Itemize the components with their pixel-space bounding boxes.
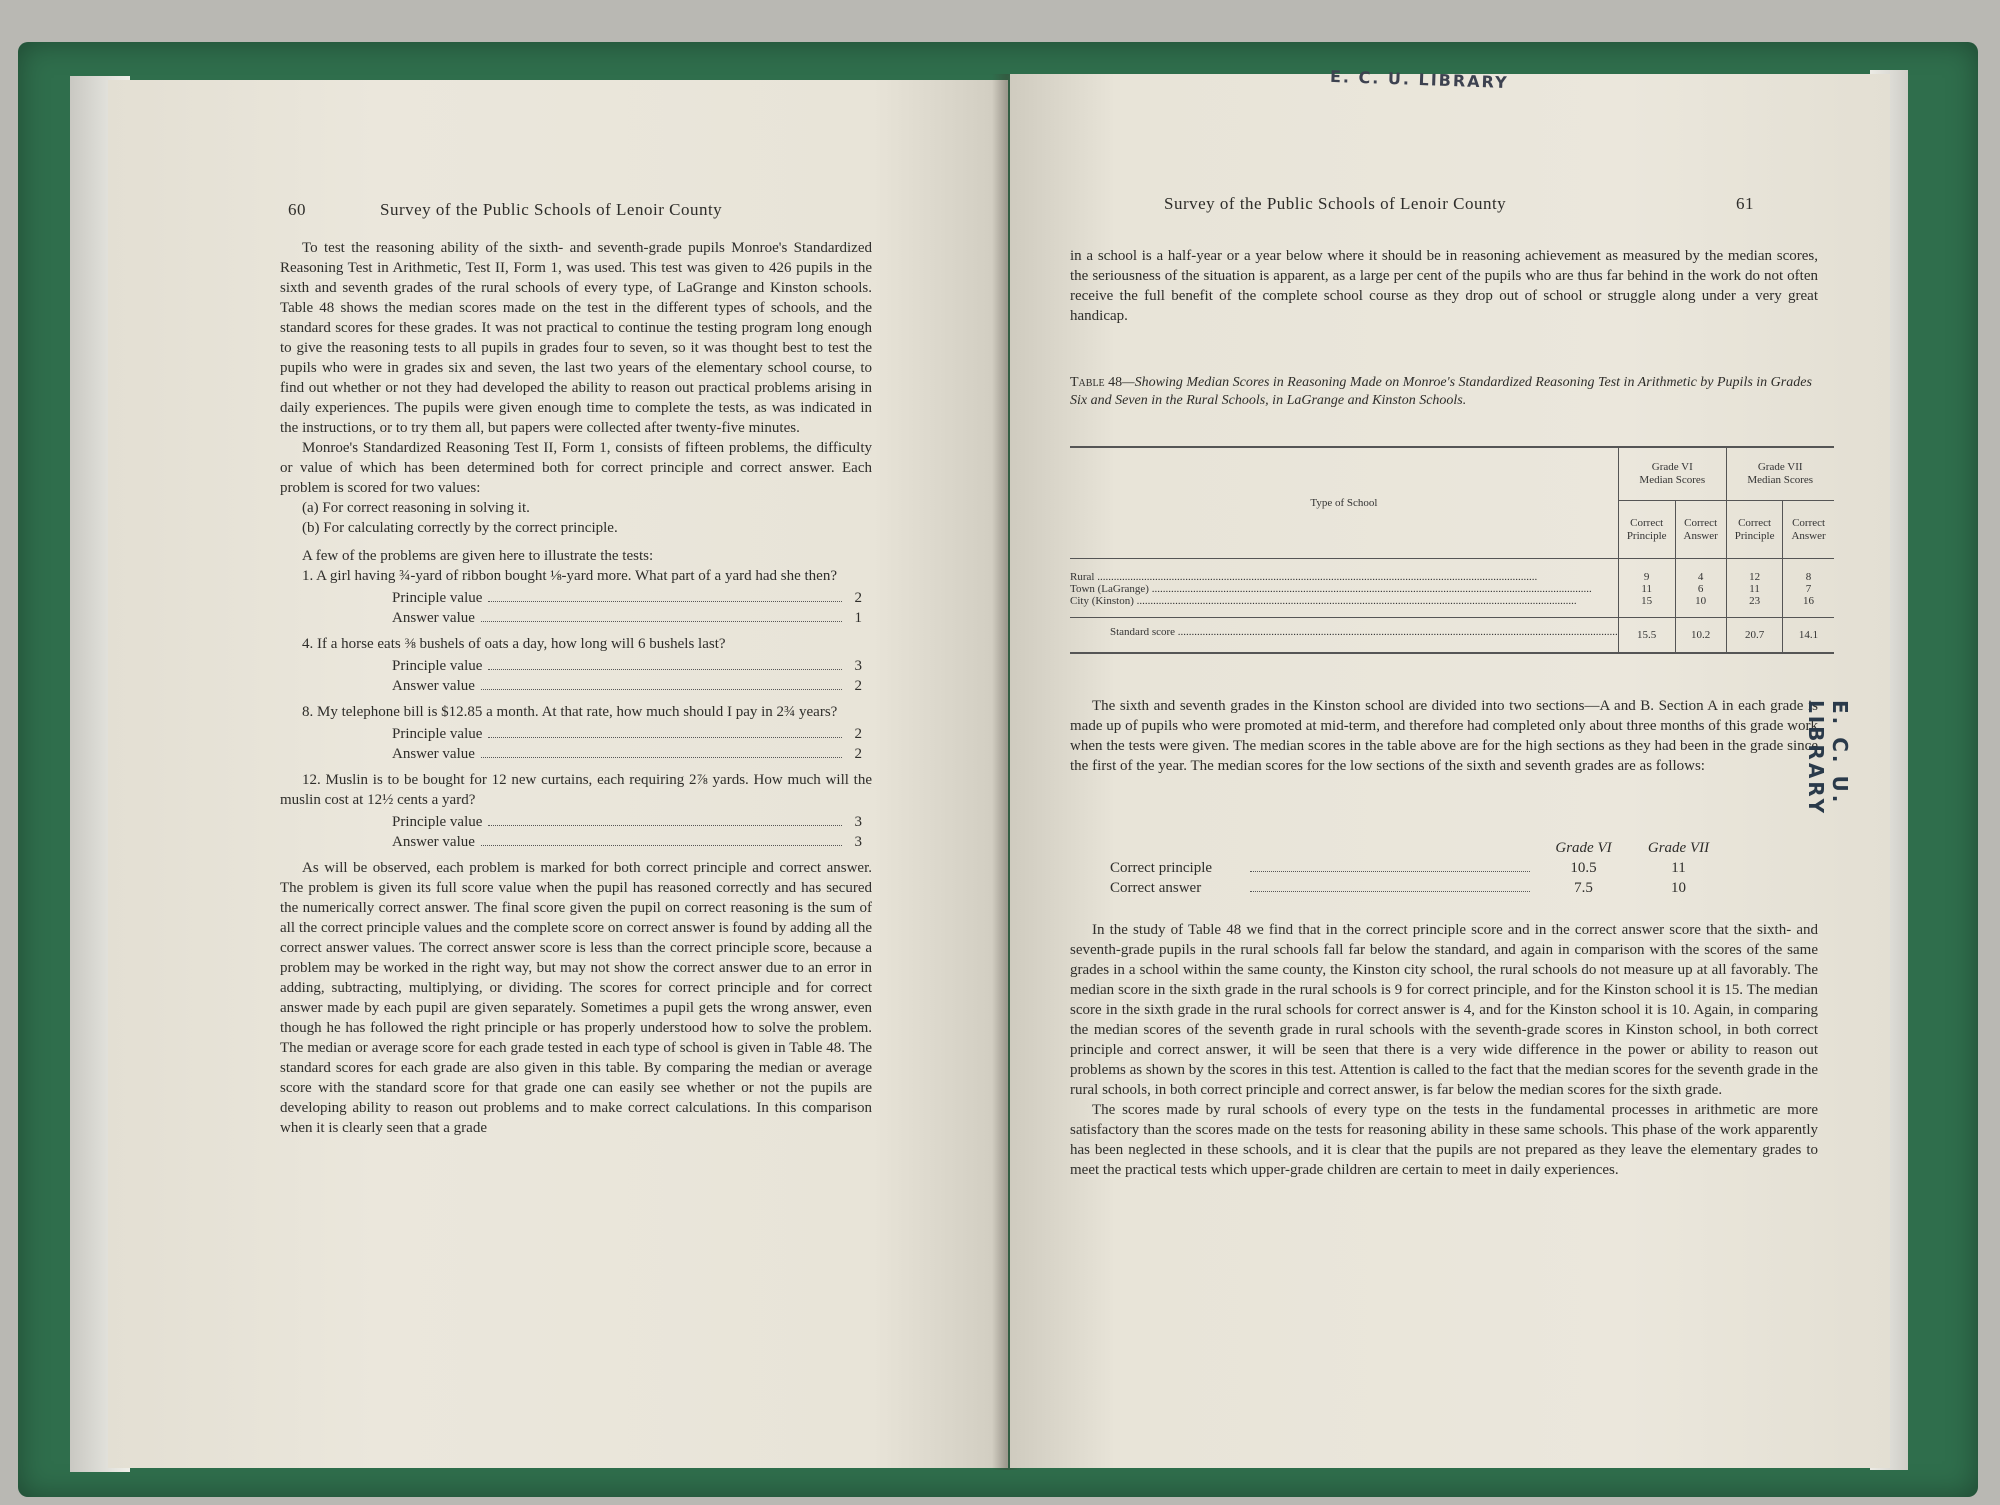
right-para-2-block xyxy=(1070,696,1818,776)
right-page xyxy=(1010,74,1890,1468)
problem-text: 12. Muslin is to be bought for 12 new curtains, each requiring 2⅞ yards. How much will the muslin cost at 12½ cents a yard? xyxy=(280,772,872,808)
left-body xyxy=(280,238,872,1138)
row-label: City (Kinston) ................................................................................................................................................................ xyxy=(1070,595,1577,607)
right-para-3-block xyxy=(1070,920,1818,1180)
left-page-number: 60 xyxy=(288,200,306,219)
answer-value: 3 xyxy=(854,834,862,850)
grade-7-label: Grade VII xyxy=(1757,461,1803,473)
answer-value: 2 xyxy=(854,678,862,694)
answer-value: 2 xyxy=(854,746,862,762)
cell: 12 xyxy=(1726,559,1783,584)
principle-label: Principle value xyxy=(392,590,483,606)
answer-value: 1 xyxy=(854,610,862,626)
left-running-head: Survey of the Public Schools of Lenoir County xyxy=(380,200,723,219)
row-label: Standard score ................................................................................................................................................................ xyxy=(1110,626,1618,638)
table-label: Table 48 xyxy=(1070,375,1123,390)
principle-value: 2 xyxy=(854,726,862,742)
low-row xyxy=(1110,858,1726,878)
answer-label: Answer value xyxy=(392,746,475,762)
answer-label: Answer value xyxy=(392,834,475,850)
cell: 4 xyxy=(1675,559,1726,584)
cell: 11 xyxy=(1726,583,1783,595)
table-caption-text: —Showing Median Scores in Reasoning Made on Monroe's Standardized Reasoning Test in Arithmetic by Pupils in Grades Six and Seven in the Rural Schools, in LaGrange and Kinston Schools. xyxy=(1070,375,1812,408)
cell: 7 xyxy=(1783,583,1834,595)
answer-label: Answer value xyxy=(392,678,475,694)
principle-label: Principle value xyxy=(392,726,483,742)
left-page xyxy=(108,80,1008,1468)
low-cell: 7.5 xyxy=(1574,880,1593,896)
low-row-label: Correct principle xyxy=(1110,860,1213,876)
right-para-1-block xyxy=(1070,246,1818,326)
principle-value: 2 xyxy=(854,590,862,606)
problem-text: 4. If a horse eats ⅜ bushels of oats a day, how long will 6 bushels last? xyxy=(302,636,726,652)
cell: 23 xyxy=(1726,595,1783,618)
left-item-b: (b) For calculating correctly by the correct principle. xyxy=(302,520,618,536)
grade-6-label: Grade VI xyxy=(1651,461,1693,473)
problem-8 xyxy=(280,702,872,764)
problem-1 xyxy=(280,566,872,628)
grade-7-header xyxy=(1726,447,1833,501)
cell: 8 xyxy=(1783,559,1834,584)
low-cell: 10.5 xyxy=(1570,860,1597,876)
subheader-answer: Correct Answer xyxy=(1783,501,1834,559)
standard-score-row xyxy=(1070,618,1834,654)
spine-library-stamp: E. C. U. LIBRARY xyxy=(1804,700,1852,817)
low-cell: 11 xyxy=(1671,860,1686,876)
median-scores-label: Median Scores xyxy=(1639,474,1706,486)
low-col-grade-6: Grade VI xyxy=(1555,840,1612,856)
right-page-number: 61 xyxy=(1736,194,1754,213)
subheader-principle: Correct Principle xyxy=(1726,501,1783,559)
median-scores-label: Median Scores xyxy=(1747,474,1814,486)
cell: 15 xyxy=(1618,595,1675,618)
cell: 6 xyxy=(1675,583,1726,595)
principle-value: 3 xyxy=(854,814,862,830)
left-item-a: (a) For correct reasoning in solving it. xyxy=(302,500,530,516)
cell: 16 xyxy=(1783,595,1834,618)
table-row xyxy=(1070,559,1834,584)
grade-6-header xyxy=(1618,447,1726,501)
left-para-1: To test the reasoning ability of the sixth- and seventh-grade pupils Monroe's Standardized Reasoning Test in Arithmetic, Test II, Form 1, was used. This test was given to 426 pupils in the sixth and seventh grades of the rural schools of every type, of LaGrange and Kinston schools. Table 48 shows the median scores made on the test in the different types of schools, and the standard scores for these grades. It was not practical to continue the testing program long enough to give the reasoning tests to all pupils in grades four to seven, so it was thought best to test the pupils who were in grades six and seven, the last two years of the elementary school course, to find out whether or not they had developed the ability to reason out practical problems arising in daily experiences. The pupils were given enough time to complete the tests, as was indicated in the instructions, or to try them all, but papers were collected after twenty-five minutes. xyxy=(280,240,872,436)
problem-4 xyxy=(280,634,872,696)
cell: 14.1 xyxy=(1783,618,1834,654)
problem-text: 8. My telephone bill is $12.85 a month. At that rate, how much should I pay in 2¾ years? xyxy=(302,704,838,720)
cell: 10.2 xyxy=(1675,618,1726,654)
row-label: Rural ................................................................................................................................................................ xyxy=(1070,571,1538,583)
cell: 15.5 xyxy=(1618,618,1675,654)
right-para-1: in a school is a half-year or a year below where it should be in reasoning achievement as measured by the median scores, the seriousness of the situation is apparent, as a large per cent of the pupils who are thus far behind in the work do not often receive the full benefit of the complete school course as they drop out of school or struggle along under a very great handicap. xyxy=(1070,248,1818,324)
principle-label: Principle value xyxy=(392,814,483,830)
right-para-4: The scores made by rural schools of every type on the tests in the fundamental processes in arithmetic are more satisfactory than the scores made on the tests for reasoning ability in these same schools. This phase of the work apparently has been neglected in these schools, and it is clear that the pupils are not prepared as they leave the elementary grades to meet the practical tests which upper-grade children are certain to meet in daily experiences. xyxy=(1070,1102,1818,1178)
low-row xyxy=(1110,878,1726,898)
principle-value: 3 xyxy=(854,658,862,674)
table-row xyxy=(1070,595,1834,618)
cell: 9 xyxy=(1618,559,1675,584)
subheader-principle: Correct Principle xyxy=(1618,501,1675,559)
low-col-grade-7: Grade VII xyxy=(1647,840,1710,856)
type-of-school-header: Type of School xyxy=(1070,447,1618,559)
left-para-2: Monroe's Standardized Reasoning Test II, Form 1, consists of fifteen problems, the difficulty or value of which has been determined both for correct principle and correct answer. Each problem is scored for two values: xyxy=(280,440,872,496)
subheader-answer: Correct Answer xyxy=(1675,501,1726,559)
right-para-3: In the study of Table 48 we find that in the correct principle score and in the correct answer score that the sixth- and seventh-grade pupils in the rural schools fall far below the standard, and again in comparison with the scores of the same grades in a school within the same county, the Kinston city school, the rural schools do not measure up at all favorably. The median score in the sixth grade in the rural schools is 9 for correct principle, and for the Kinston school it is 15. The median score in the sixth grade in the rural schools for correct answer is 4, and for the Kinston school it is 10. Again, in comparing the median scores of the seventh grade in rural schools with the seventh-grade scores in Kinston school, in both correct principle and correct answer, it will be seen that there is a very wide difference in the power or ability to reason out problems as shown by the scores in this test. Attention is called to the fact that the median scores for the seventh grade in the rural schools, in both correct principle and correct answer, is far below the median scores for the sixth grade. xyxy=(1070,922,1818,1098)
left-para-4: As will be observed, each problem is marked for both correct principle and correct answer. The problem is given its full score value when the pupil has reasoned correctly and has secured the numerically correct answer. The final score given the pupil on correct reasoning is the sum of all the correct principle values and the complete score on correct answer is found by adding all the correct answer values. The correct answer score is less than the correct principle score, because a problem may be worked in the right way, but may not show the correct answer due to an error in adding, subtracting, multiplying, or dividing. The scores for correct principle and for correct answer made by each pupil are given separately. Sometimes a pupil gets the wrong answer, even though he has followed the right principle or has properly understood how to solve the problem. The median or average score for each grade tested in each type of school is given in Table 48. The standard scores for each grade are also given in this table. By comparing the median or average score with the standard score for that grade one can easily see whether or not the pupils are developing ability to reason out problems and to make correct calculations. In this comparison when it is clearly seen that a grade xyxy=(280,860,872,1136)
cell: 10 xyxy=(1675,595,1726,618)
answer-label: Answer value xyxy=(392,610,475,626)
left-para-3: A few of the problems are given here to illustrate the tests: xyxy=(302,548,654,564)
cell: 11 xyxy=(1618,583,1675,595)
right-running-head: Survey of the Public Schools of Lenoir County xyxy=(1164,194,1507,213)
problem-12 xyxy=(280,770,872,852)
top-edge-stamp: E. C. U. LIBRARY xyxy=(1329,66,1509,93)
cell: 20.7 xyxy=(1726,618,1783,654)
table-row xyxy=(1070,583,1834,595)
problem-text: 1. A girl having ¾-yard of ribbon bought ⅛-yard more. What part of a yard had she then? xyxy=(302,568,837,584)
right-para-2: The sixth and seventh grades in the Kinston school are divided into two sections—A and B. Section A in each grade is made up of pupils who were promoted at mid-term, and therefore had completed only about three months of this grade work when the tests were given. The median scores in the table above are for the high sections as they had been in the grade since the first of the year. The median scores for the low sections of the sixth and seventh grades are as follows: xyxy=(1070,698,1818,774)
table-caption xyxy=(1070,374,1818,410)
principle-label: Principle value xyxy=(392,658,483,674)
row-label: Town (LaGrange) ................................................................................................................................................................ xyxy=(1070,583,1592,595)
low-row-label: Correct answer xyxy=(1110,880,1202,896)
low-cell: 10 xyxy=(1671,880,1686,896)
table-48 xyxy=(1070,446,1834,654)
low-sections-table xyxy=(1110,838,1726,898)
